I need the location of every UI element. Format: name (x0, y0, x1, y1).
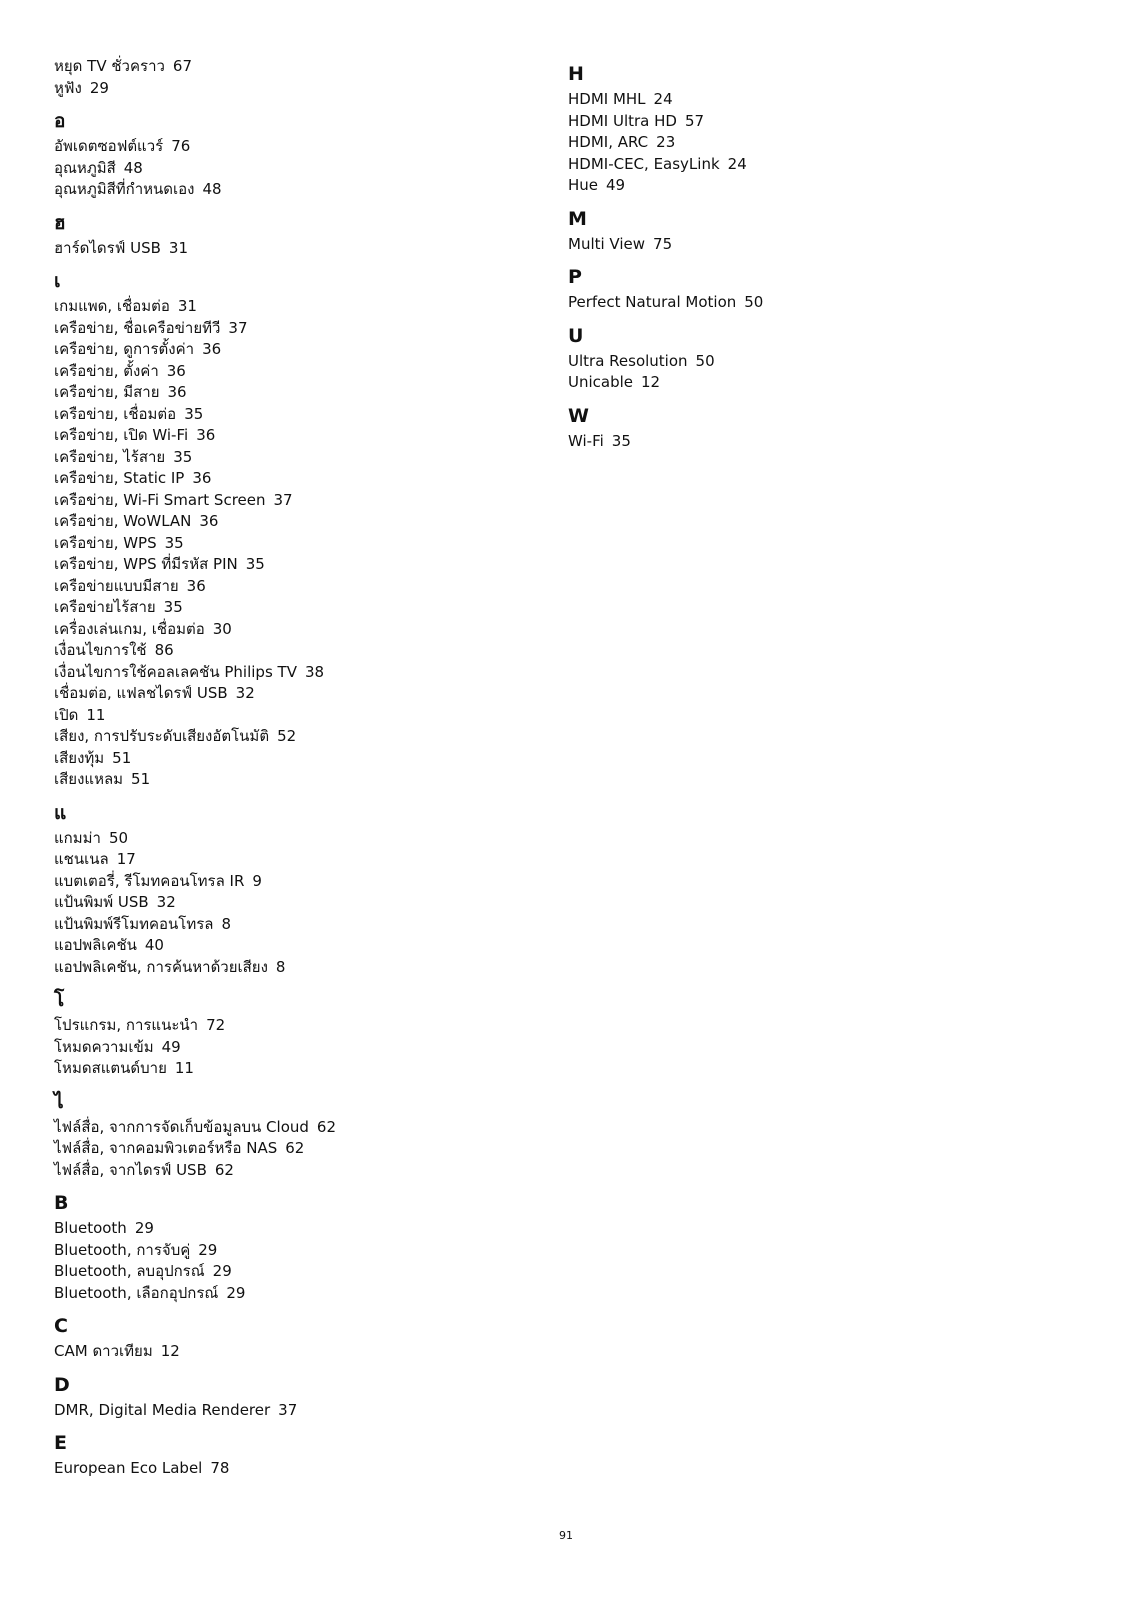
entry-term: เครือข่าย, ตั้งค่า (54, 361, 159, 380)
entry-term: เสียงทุ้ม (54, 748, 105, 767)
index-entry (568, 351, 1038, 373)
index-entry (54, 1261, 524, 1283)
section-letter-heading: อ (54, 110, 66, 132)
index-entry (54, 78, 524, 100)
entry-term: อุณหภูมิสี (54, 158, 116, 177)
index-entry (54, 490, 524, 512)
entry-page-number: 8 (275, 957, 286, 976)
entry-page-number: 12 (641, 373, 661, 391)
index-section (54, 56, 524, 99)
entry-term: เสียง, การปรับระดับเสียงอัตโนมัติ (54, 727, 270, 745)
entry-term: โหมดความเข้ม (54, 1037, 154, 1056)
index-entry (54, 935, 524, 957)
entry-term: เครือข่าย, WoWLAN (54, 512, 192, 530)
index-section (568, 207, 1038, 256)
entry-term: เครือข่าย, เปิด Wi-Fi (54, 426, 189, 444)
entry-term: เงื่อนไขการใช้ (54, 641, 147, 659)
entry-page-number: 37 (278, 1400, 298, 1419)
entry-page-number: 8 (221, 914, 232, 933)
entry-page-number: 72 (206, 1016, 226, 1034)
entry-term: เครือข่าย, Static IP (54, 469, 185, 487)
entry-term: เครือข่าย, ชื่อเครือข่ายทีวี (54, 318, 221, 337)
index-entry (54, 447, 524, 469)
index-entry (54, 748, 524, 770)
section-letter-heading: เ (54, 270, 61, 292)
index-section (54, 109, 524, 201)
section-letter-heading: แ (54, 801, 67, 824)
entry-page-number: 36 (202, 340, 222, 358)
section-letter-heading: B (54, 1192, 69, 1214)
entry-term: DMR, Digital Media Renderer (54, 1400, 271, 1419)
entry-term: โปรแกรม, การแนะนำ (54, 1016, 199, 1034)
index-section (568, 324, 1038, 394)
index-entry (54, 158, 524, 180)
index-entry (54, 425, 524, 447)
entry-term: เสียงแหลม (54, 770, 124, 788)
index-section (54, 1191, 524, 1304)
index-entry (54, 1218, 524, 1240)
entry-term: HDMI-CEC, EasyLink (568, 154, 720, 173)
entry-page-number: 9 (252, 871, 262, 890)
entry-page-number: 78 (210, 1459, 230, 1477)
entry-page-number: 32 (235, 684, 255, 702)
section-letter-heading: H (568, 63, 584, 85)
index-entry (568, 234, 1038, 256)
index-entry (568, 89, 1038, 111)
index-column-left (54, 56, 524, 1480)
index-section (54, 211, 524, 260)
index-entry (54, 339, 524, 361)
entry-term: เครือข่าย, มีสาย (54, 383, 160, 401)
entry-page-number: 31 (177, 297, 197, 315)
index-section (568, 265, 1038, 314)
entry-page-number: 37 (228, 318, 248, 337)
index-entry (54, 640, 524, 662)
entry-term: หยุด TV ชั่วคราว (54, 57, 165, 75)
index-section (54, 988, 524, 1080)
index-entry (54, 554, 524, 576)
section-letter-heading: P (568, 266, 582, 288)
entry-term: เครือข่ายไร้สาย (54, 598, 156, 616)
page-number: 91 (559, 1529, 573, 1542)
section-letter-heading: ฮ (54, 211, 66, 234)
index-section (54, 1090, 524, 1182)
entry-page-number: 23 (656, 133, 676, 151)
index-entry (54, 1400, 524, 1422)
index-entry (54, 914, 524, 936)
entry-page-number: 36 (196, 426, 216, 444)
index-entry (54, 318, 524, 340)
index-entry (54, 404, 524, 426)
entry-term: Bluetooth, การจับคู่ (54, 1240, 191, 1259)
index-section (54, 1373, 524, 1422)
entry-term: เปิด (54, 705, 79, 724)
entry-page-number: 67 (172, 57, 193, 75)
section-letter-heading: E (54, 1432, 67, 1454)
index-entry (54, 597, 524, 619)
index-entry (54, 56, 524, 78)
index-entry (54, 468, 524, 490)
index-entry (54, 576, 524, 598)
entry-page-number: 24 (727, 154, 747, 173)
entry-page-number: 31 (168, 238, 188, 257)
entry-page-number: 29 (89, 78, 109, 97)
entry-page-number: 24 (653, 90, 673, 108)
index-section (54, 1431, 524, 1480)
entry-page-number: 49 (161, 1037, 181, 1056)
entry-term: เครือข่ายแบบมีสาย (54, 576, 179, 595)
entry-page-number: 75 (653, 234, 673, 253)
section-letter-heading: W (568, 404, 589, 427)
index-entry (54, 705, 524, 727)
entry-page-number: 62 (214, 1160, 234, 1179)
entry-page-number: 36 (167, 383, 187, 401)
entry-term: เครือข่าย, Wi-Fi Smart Screen (54, 490, 266, 509)
index-entry (568, 175, 1038, 197)
entry-page-number: 50 (744, 293, 764, 311)
entry-page-number: 30 (212, 619, 232, 638)
entry-term: อัพเดตซอฟต์แวร์ (54, 137, 164, 155)
entry-page-number: 35 (164, 533, 184, 552)
entry-page-number: 32 (156, 893, 176, 911)
index-entry (54, 1058, 524, 1080)
index-entry (54, 871, 524, 893)
entry-page-number: 11 (174, 1059, 194, 1077)
entry-page-number: 36 (192, 469, 212, 487)
entry-term: เครือข่าย, เชื่อมต่อ (54, 404, 177, 423)
index-entry (54, 382, 524, 404)
index-entry (54, 296, 524, 318)
index-entry (54, 238, 524, 260)
section-letter-heading: M (568, 207, 587, 230)
index-section (54, 801, 524, 979)
entry-page-number: 12 (160, 1342, 180, 1360)
entry-page-number: 36 (186, 576, 206, 595)
entry-page-number: 35 (163, 598, 183, 616)
entry-page-number: 48 (202, 180, 222, 198)
entry-term: Wi-Fi (568, 431, 604, 450)
index-entry (568, 154, 1038, 176)
index-entry (54, 1283, 524, 1305)
entry-page-number: 48 (123, 158, 143, 177)
entry-term: Hue (568, 176, 599, 194)
entry-page-number: 40 (144, 936, 164, 954)
entry-term: แบตเตอรี่, รีโมทคอนโทรล IR (54, 871, 245, 890)
entry-page-number: 35 (184, 404, 204, 423)
entry-term: ไฟล์สื่อ, จากคอมพิวเตอร์หรือ NAS (54, 1139, 278, 1157)
section-letter-heading: ไ (54, 1090, 64, 1113)
index-entry (54, 1037, 524, 1059)
entry-page-number: 35 (611, 431, 631, 450)
index-section (568, 62, 1038, 197)
entry-term: CAM ดาวเทียม (54, 1342, 153, 1360)
entry-term: HDMI Ultra HD (568, 111, 677, 130)
index-entry (54, 361, 524, 383)
entry-term: หูฟัง (54, 78, 82, 97)
entry-page-number: 29 (198, 1240, 218, 1259)
entry-term: แอปพลิเคชัน (54, 936, 137, 954)
index-entry (54, 511, 524, 533)
entry-term: European Eco Label (54, 1459, 203, 1477)
section-letter-heading: D (54, 1373, 70, 1396)
index-entry (54, 619, 524, 641)
index-entry (54, 179, 524, 201)
entry-term: HDMI MHL (568, 90, 646, 108)
section-letter-heading: C (54, 1315, 68, 1337)
entry-term: แป้นพิมพ์ USB (54, 893, 149, 911)
entry-term: Bluetooth, ลบอุปกรณ์ (54, 1262, 205, 1280)
index-entry (54, 1117, 524, 1139)
entry-term: เครือข่าย, ดูการตั้งค่า (54, 340, 195, 358)
index-entry (568, 132, 1038, 154)
index-entry (54, 1015, 524, 1037)
entry-page-number: 76 (171, 137, 191, 155)
entry-page-number: 36 (199, 512, 219, 530)
entry-term: เครื่องเล่นเกม, เชื่อมต่อ (54, 619, 205, 638)
index-entry (568, 292, 1038, 314)
entry-term: แป้นพิมพ์รีโมทคอนโทรล (54, 914, 214, 933)
index-entry (54, 533, 524, 555)
index-entry (54, 1138, 524, 1160)
index-entry (54, 1160, 524, 1182)
section-letter-heading: U (568, 324, 584, 347)
index-entry (54, 769, 524, 791)
index-entry (54, 957, 524, 979)
entry-term: ไฟล์สื่อ, จากไดรฟ์ USB (54, 1160, 207, 1179)
entry-term: แอปพลิเคชัน, การค้นหาด้วยเสียง (54, 957, 268, 976)
index-entry (568, 372, 1038, 394)
entry-page-number: 35 (173, 447, 193, 466)
entry-term: เงื่อนไขการใช้คอลเลคชัน Philips TV (54, 662, 297, 681)
entry-term: Multi View (568, 234, 646, 253)
index-section (54, 269, 524, 791)
entry-term: เชื่อมต่อ, แฟลชไดรฟ์ USB (54, 684, 228, 702)
entry-page-number: 50 (695, 351, 715, 370)
index-column-right (568, 56, 1038, 452)
entry-page-number: 51 (131, 770, 151, 788)
index-entry (54, 1240, 524, 1262)
entry-page-number: 38 (304, 662, 325, 681)
entry-term: เครือข่าย, WPS ที่มีรหัส PIN (54, 555, 238, 573)
entry-page-number: 52 (277, 727, 297, 745)
entry-page-number: 57 (684, 111, 705, 130)
entry-page-number: 35 (245, 555, 265, 573)
index-entry (54, 726, 524, 748)
entry-term: แชนเนล (54, 850, 109, 868)
entry-term: ฮาร์ดไดรฟ์ USB (54, 238, 161, 257)
entry-page-number: 62 (285, 1139, 305, 1157)
index-entry (54, 1341, 524, 1363)
index-entry (54, 1458, 524, 1480)
index-entry (54, 683, 524, 705)
entry-term: HDMI, ARC (568, 133, 649, 151)
entry-term: ไฟล์สื่อ, จากการจัดเก็บข้อมูลบน Cloud (54, 1117, 309, 1136)
entry-page-number: 11 (86, 705, 106, 724)
entry-page-number: 86 (154, 641, 174, 659)
entry-page-number: 29 (134, 1219, 154, 1237)
section-letter-heading: โ (54, 989, 65, 1011)
index-entry (54, 849, 524, 871)
index-entry (54, 136, 524, 158)
entry-page-number: 17 (116, 850, 136, 868)
entry-term: Bluetooth (54, 1219, 127, 1237)
index-entry (54, 892, 524, 914)
entry-term: Bluetooth, เลือกอุปกรณ์ (54, 1283, 219, 1302)
index-section (568, 404, 1038, 453)
entry-term: โหมดสแตนด์บาย (54, 1059, 167, 1077)
entry-page-number: 50 (108, 828, 129, 847)
entry-term: เครือข่าย, WPS (54, 533, 157, 552)
entry-page-number: 36 (166, 361, 186, 380)
entry-term: เครือข่าย, ไร้สาย (54, 447, 166, 466)
index-entry (568, 111, 1038, 133)
entry-page-number: 37 (273, 490, 293, 509)
entry-term: Unicable (568, 373, 634, 391)
index-entry (568, 431, 1038, 453)
entry-page-number: 29 (212, 1262, 232, 1280)
index-entry (54, 828, 524, 850)
entry-page-number: 51 (112, 748, 132, 767)
entry-term: เกมแพด, เชื่อมต่อ (54, 297, 170, 315)
entry-term: Ultra Resolution (568, 351, 688, 370)
entry-term: แกมม่า (54, 828, 101, 847)
entry-term: Perfect Natural Motion (568, 293, 737, 311)
entry-term: อุณหภูมิสีที่กำหนดเอง (54, 180, 195, 198)
index-section (54, 1314, 524, 1363)
index-entry (54, 662, 524, 684)
entry-page-number: 49 (606, 176, 626, 194)
entry-page-number: 62 (316, 1117, 336, 1136)
entry-page-number: 29 (226, 1283, 246, 1302)
